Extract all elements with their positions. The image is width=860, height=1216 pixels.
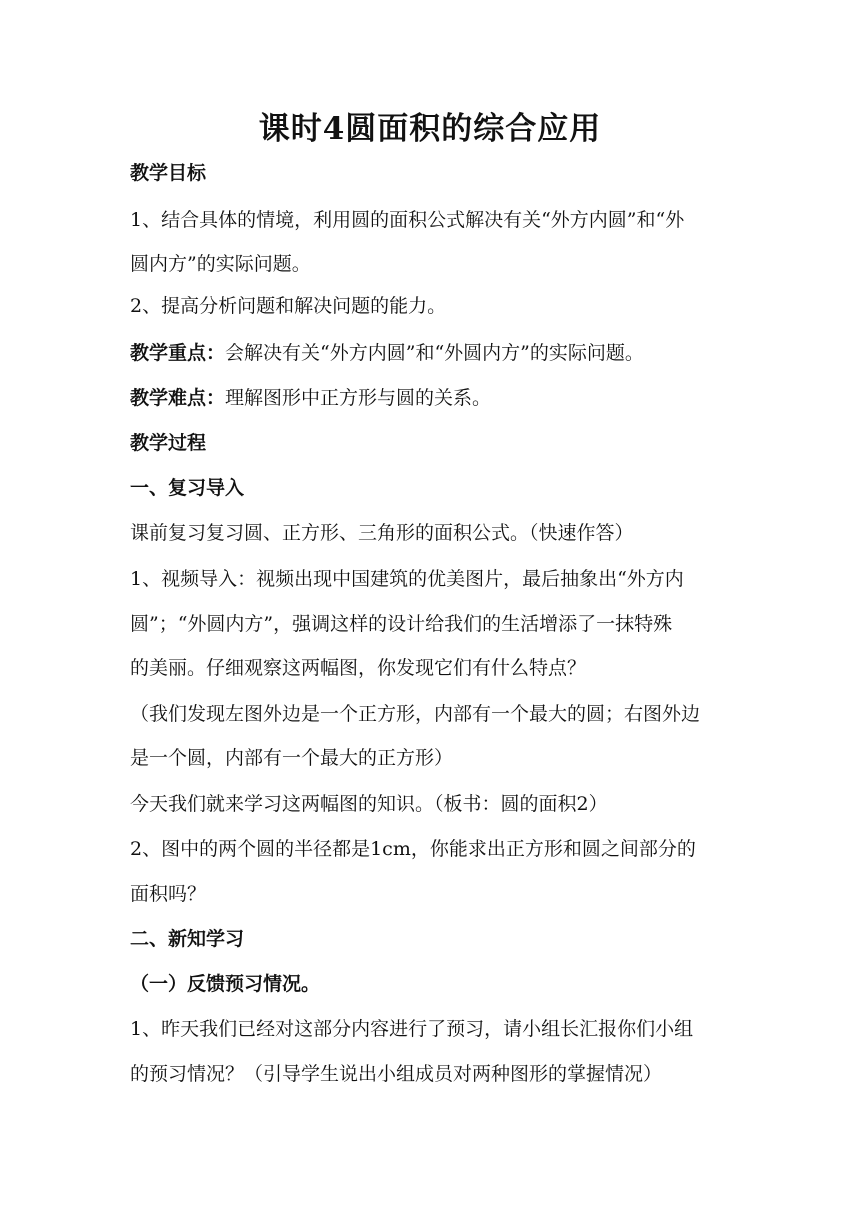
section-1-heading: 一、复习导入 bbox=[130, 477, 245, 499]
difficulty bbox=[130, 385, 740, 411]
objective-1-line-2: 圆内方”的实际问题。 bbox=[130, 253, 311, 275]
video-line-2: 圆”；“外圆内方”，强调这样的设计给我们的生活增添了一抹特殊 bbox=[130, 613, 673, 635]
answer-line-1: （我们发现左图外边是一个正方形，内部有一个最大的圆；右图外边 bbox=[130, 703, 701, 725]
video-line-3: 的美丽。仔细观察这两幅图，你发现它们有什么特点？ bbox=[130, 657, 587, 679]
preview-line-1: 1、昨天我们已经对这部分内容进行了预习，请小组长汇报你们小组 bbox=[130, 1018, 694, 1040]
objective-2: 2、提高分析问题和解决问题的能力。 bbox=[130, 295, 447, 317]
video-line-1: 1、视频导入：视频出现中国建筑的优美图片，最后抽象出“外方内 bbox=[130, 568, 684, 590]
document-title: 课时4圆面积的综合应用 bbox=[258, 111, 602, 147]
objectives-heading: 教学目标 bbox=[130, 162, 207, 184]
difficulty-label: 教学难点： bbox=[130, 387, 226, 409]
key-point bbox=[130, 340, 740, 366]
difficulty-text: 理解图形中正方形与圆的关系。 bbox=[225, 387, 492, 409]
question-line-2: 面积吗？ bbox=[130, 883, 207, 905]
objective-1-line-1: 1、结合具体的情境，利用圆的面积公式解决有关“外方内圆”和“外 bbox=[130, 209, 685, 231]
today-text: 今天我们就来学习这两幅图的知识。（板书：圆的面积2） bbox=[130, 793, 608, 815]
key-point-text: 会解决有关“外方内圆”和“外圆内方”的实际问题。 bbox=[225, 342, 644, 364]
review-text: 课前复习复习圆、正方形、三角形的面积公式。（快速作答） bbox=[130, 522, 634, 544]
subsection-1-heading: （一）反馈预习情况。 bbox=[130, 973, 321, 995]
question-line-1: 2、图中的两个圆的半径都是1cm，你能求出正方形和圆之间部分的 bbox=[130, 838, 696, 860]
section-2-heading: 二、新知学习 bbox=[130, 928, 245, 950]
key-point-label: 教学重点： bbox=[130, 342, 226, 364]
preview-line-2: 的预习情况？（引导学生说出小组成员对两种图形的掌握情况） bbox=[130, 1063, 663, 1085]
process-heading: 教学过程 bbox=[130, 432, 207, 454]
answer-line-2: 是一个圆，内部有一个最大的正方形） bbox=[130, 747, 454, 769]
